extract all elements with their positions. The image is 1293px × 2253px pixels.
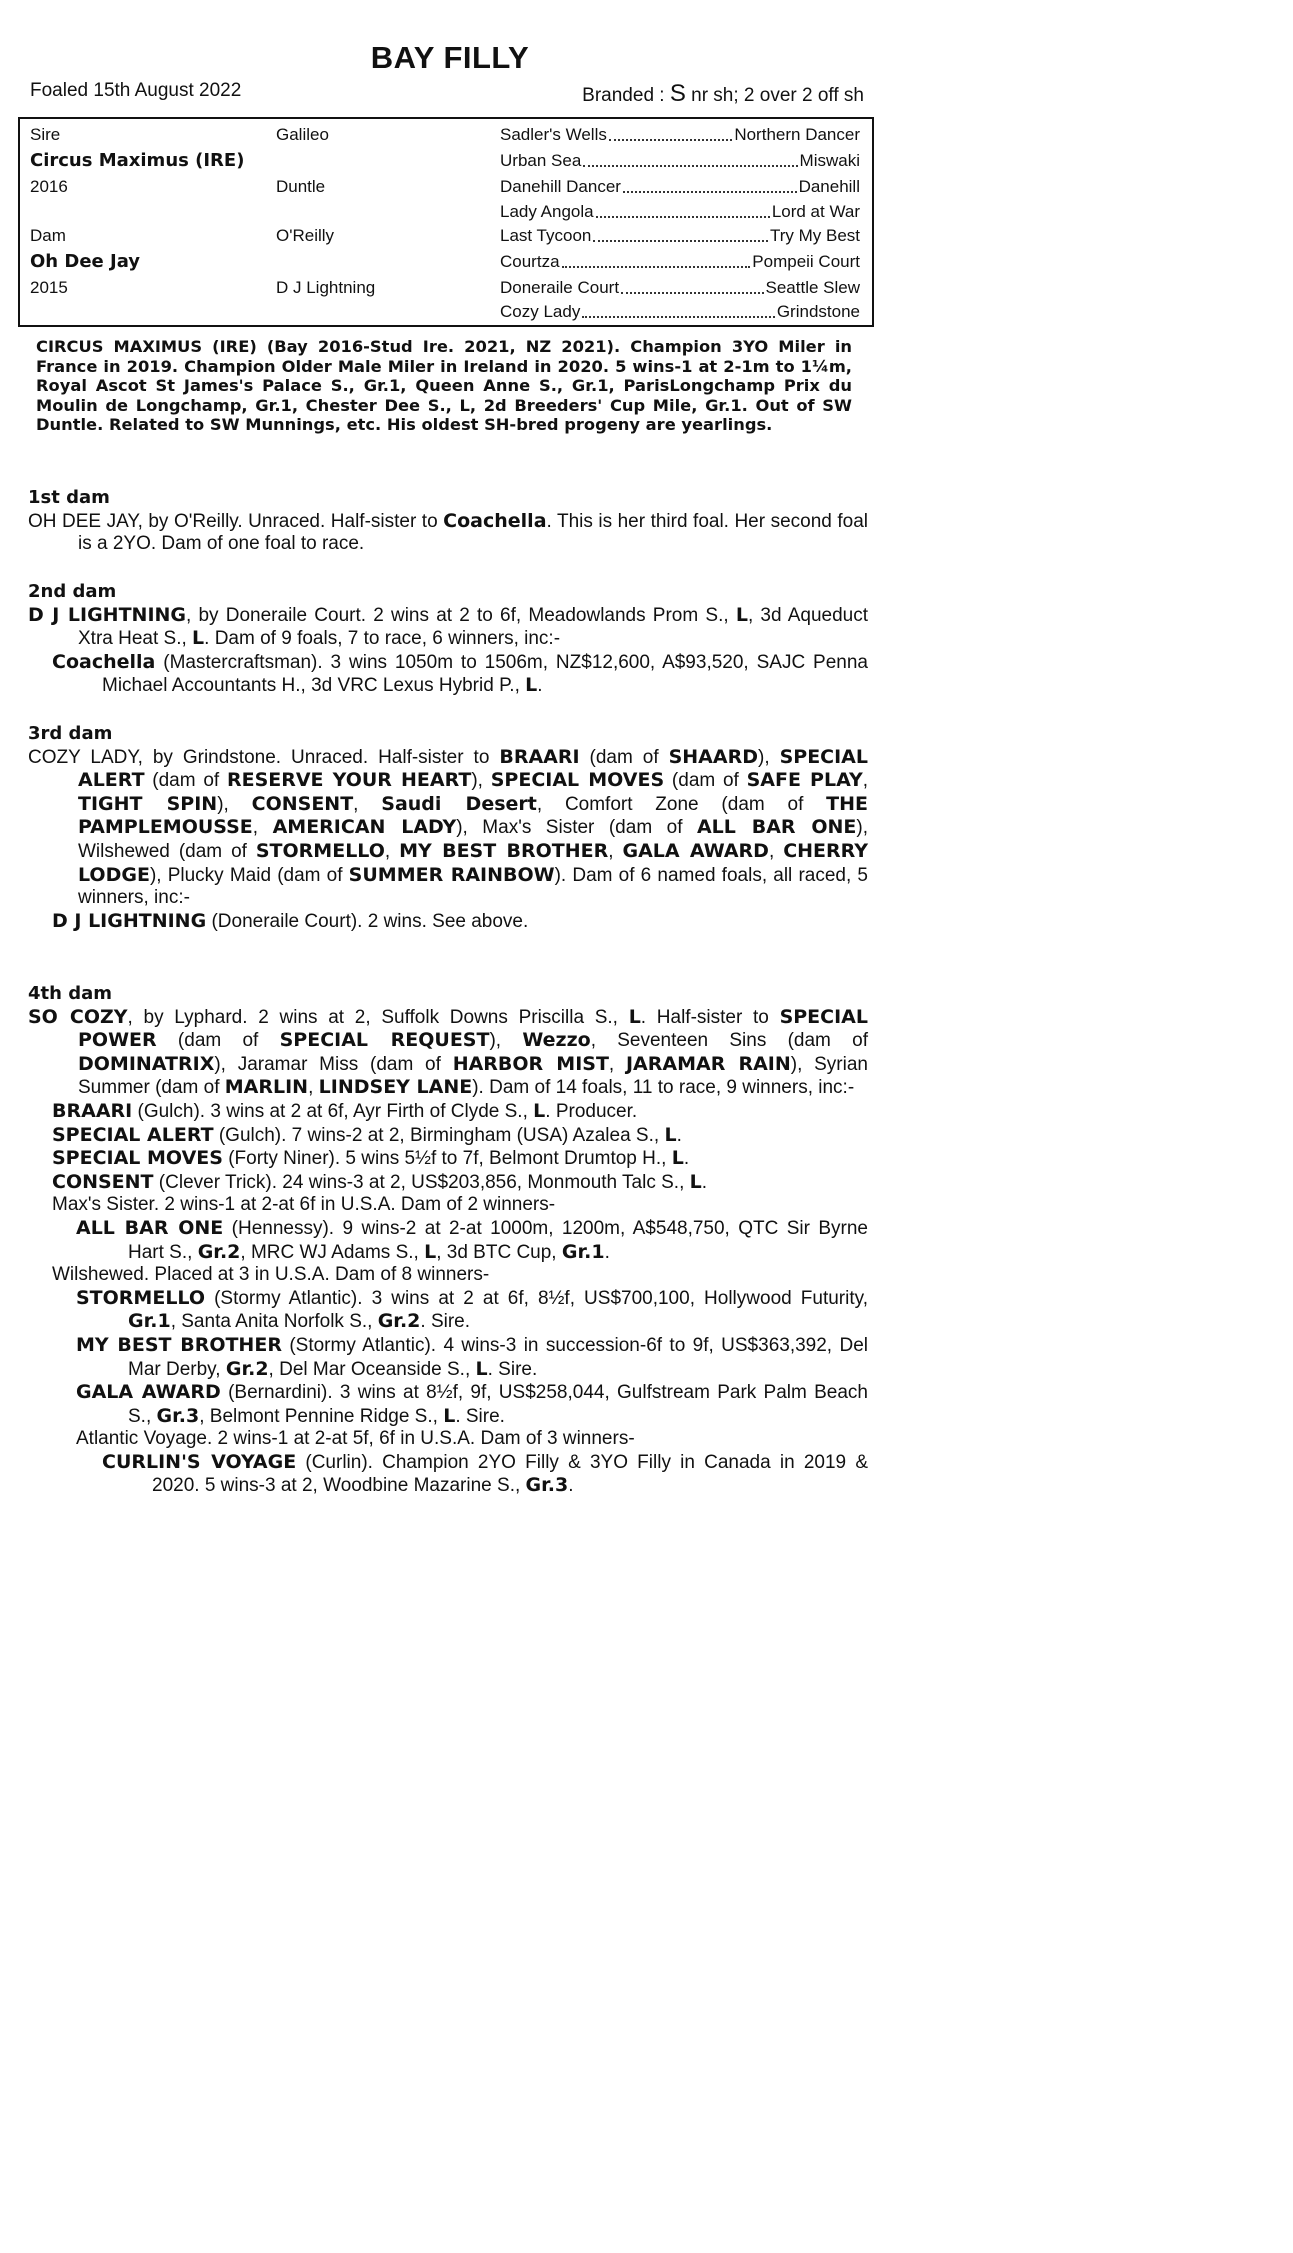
grandparent-name: Courtza [500, 252, 560, 271]
grandparent-row [500, 125, 860, 145]
foaled-date: Foaled 15th August 2022 [30, 80, 242, 101]
branded-info [582, 80, 864, 108]
branded-suffix: nr sh; 2 over 2 off sh [685, 85, 864, 106]
sire-dam: Duntle [276, 177, 326, 196]
third-dam-section [28, 723, 868, 933]
grandparent-sire: Seattle Slew [765, 278, 860, 297]
grandparent-sire: Try My Best [769, 226, 860, 245]
dam-year: 2015 [30, 278, 68, 297]
foal-entry: SPECIAL ALERT (Gulch). 7 wins-2 at 2, Birmingham (USA) Azalea S., L. [52, 1123, 682, 1146]
foal-entry: BRAARI (Gulch). 3 wins at 2 at 6f, Ayr Firth of Clyde S., L. Producer. [52, 1099, 638, 1122]
grandparent-row [500, 151, 860, 171]
great-grandfoal-entry: CURLIN'S VOYAGE (Curlin). Champion 2YO Filly & 3YO Filly in Canada in 2019 & 2020. 5 wins-3 at 2, Woodbine Mazarine S., Gr.3. [102, 1450, 868, 1497]
foal-entry: SPECIAL MOVES (Forty Niner). 5 wins 5½f to 7f, Belmont Drumtop H., L. [52, 1147, 690, 1170]
sire-name: Circus Maximus (IRE) [30, 150, 245, 171]
dam-sire: O'Reilly [276, 226, 335, 245]
grandparent-name: Urban Sea [500, 151, 582, 170]
grandparent-row [500, 252, 860, 272]
grandparent-row [500, 278, 860, 298]
grandparent-row [500, 302, 860, 322]
grandparent-name: Sadler's Wells [500, 125, 607, 144]
page-title: BAY FILLY [370, 40, 530, 75]
grandparent-name: Last Tycoon [500, 226, 592, 245]
grandfoal-entry: STORMELLO (Stormy Atlantic). 3 wins at 2 at 6f, 8½f, US$700,100, Hollywood Futurity, Gr.1, Santa Anita Norfolk S., Gr.2. Sire. [76, 1286, 868, 1333]
grandparent-sire: Northern Dancer [734, 125, 860, 144]
sire-year: 2016 [30, 177, 68, 196]
first-dam-section [28, 487, 868, 556]
grandparent-sire: Pompeii Court [752, 252, 860, 271]
sire-summary: CIRCUS MAXIMUS (IRE) (Bay 2016-Stud Ire. 2021, NZ 2021). Champion 3YO Miler in France in 2019. Champion Older Male Miler in Ireland in 2020. 5 wins-1 at 2-1m to 1¼m, Royal Ascot St James's Palace S., Gr.1, Queen Anne S., Gr.1, ParisLongchamp Prix du Moulin de Longchamp, Gr.1, Chester Dee S., L, 2d Breeders' Cup Mile, Gr.1. Out of SW Duntle. Related to SW Munnings, etc. His oldest SH-bred progeny are yearlings. [36, 337, 852, 435]
grandparent-name: Lady Angola [500, 202, 594, 221]
foal-entry: CONSENT (Clever Trick). 24 wins-3 at 2, US$203,856, Monmouth Talc S., L. [52, 1170, 708, 1193]
section-heading: 1st dam [28, 487, 110, 508]
grandparent-row [500, 202, 860, 222]
catalogue-page [0, 0, 900, 1569]
sire-label: Sire [30, 125, 61, 144]
fourth-dam-text: SO COZY, by Lyphard. 2 wins at 2, Suffolk Downs Priscilla S., L. Half-sister to SPECIAL POWER (dam of SPECIAL REQUEST), Wezzo, Seventeen Sins (dam of DOMINATRIX), Jaramar Miss (dam of HARBOR MIST, JARAMAR RAIN), Syrian Summer (dam of MARLIN, LINDSEY LANE). Dam of 14 foals, 11 to race, 9 winners, inc:- [28, 1005, 869, 1099]
grandfoal-entry: Atlantic Voyage. 2 wins-1 at 2-at 5f, 6f in U.S.A. Dam of 3 winners- [76, 1428, 635, 1450]
dam-label: Dam [30, 226, 66, 245]
grandfoal-entry: ALL BAR ONE (Hennessy). 9 wins-2 at 2-at 1000m, 1200m, A$548,750, QTC Sir Byrne Hart S., Gr.2, MRC WJ Adams S., L, 3d BTC Cup, Gr.1. [76, 1216, 869, 1263]
branded-prefix: Branded : [582, 85, 670, 106]
grandparent-row [500, 226, 860, 246]
first-dam-text: OH DEE JAY, by O'Reilly. Unraced. Half-sister to Coachella. This is her third foal. Her second foal is a 2YO. Dam of one foal to race. [28, 509, 868, 555]
dam-name: Oh Dee Jay [30, 251, 141, 272]
sire-sire: Galileo [276, 125, 329, 144]
dam-dam: D J Lightning [276, 278, 376, 297]
second-dam-section [28, 581, 868, 698]
pedigree-table [18, 117, 874, 327]
second-dam-text: D J LIGHTNING, by Doneraile Court. 2 wins at 2 to 6f, Meadowlands Prom S., L, 3d Aqueduct Xtra Heat S., L. Dam of 9 foals, 7 to race, 6 winners, inc:- [28, 603, 869, 650]
grandparent-sire: Miswaki [799, 151, 860, 170]
grandfoal-entry: MY BEST BROTHER (Stormy Atlantic). 4 wins-3 in succession-6f to 9f, US$363,392, Del Mar Derby, Gr.2, Del Mar Oceanside S., L. Sire. [76, 1333, 868, 1380]
grandparent-row [500, 177, 860, 197]
brand-mark: S [669, 80, 686, 107]
foal-entry: Max's Sister. 2 wins-1 at 2-at 6f in U.S.A. Dam of 2 winners- [52, 1194, 556, 1216]
foal-entry: Coachella (Mastercraftsman). 3 wins 1050m to 1506m, NZ$12,600, A$93,520, SAJC Penna Michael Accountants H., 3d VRC Lexus Hybrid P., L. [52, 650, 868, 697]
fourth-dam-section [28, 983, 868, 1498]
foal-entry: Wilshewed. Placed at 3 in U.S.A. Dam of 8 winners- [52, 1264, 490, 1286]
grandparent-sire: Grindstone [776, 302, 860, 321]
section-heading: 3rd dam [28, 723, 113, 744]
grandfoal-entry: GALA AWARD (Bernardini). 3 wins at 8½f, 9f, US$258,044, Gulfstream Park Palm Beach S., Gr.3, Belmont Pennine Ridge S., L. Sire. [76, 1381, 868, 1427]
section-heading: 4th dam [28, 983, 112, 1004]
grandparent-name: Cozy Lady [500, 302, 581, 321]
foal-entry: D J LIGHTNING (Doneraile Court). 2 wins. See above. [52, 909, 529, 932]
grandparent-name: Danehill Dancer [500, 177, 621, 196]
grandparent-sire: Lord at War [771, 202, 860, 221]
grandparent-name: Doneraile Court [500, 278, 620, 297]
section-heading: 2nd dam [28, 581, 117, 602]
grandparent-sire: Danehill [798, 177, 860, 196]
third-dam-text: COZY LADY, by Grindstone. Unraced. Half-sister to BRAARI (dam of SHAARD), SPECIAL ALERT (dam of RESERVE YOUR HEART), SPECIAL MOVES (dam of SAFE PLAY, TIGHT SPIN), CONSENT, Saudi Desert, Comfort Zone (dam of THE PAMPLEMOUSSE, AMERICAN LADY), Max's Sister (dam of ALL BAR ONE), Wilshewed (dam of STORMELLO, MY BEST BROTHER, GALA AWARD, CHERRY LODGE), Plucky Maid (dam of SUMMER RAINBOW). Dam of 6 named foals, all raced, 5 winners, inc:- [28, 745, 869, 909]
